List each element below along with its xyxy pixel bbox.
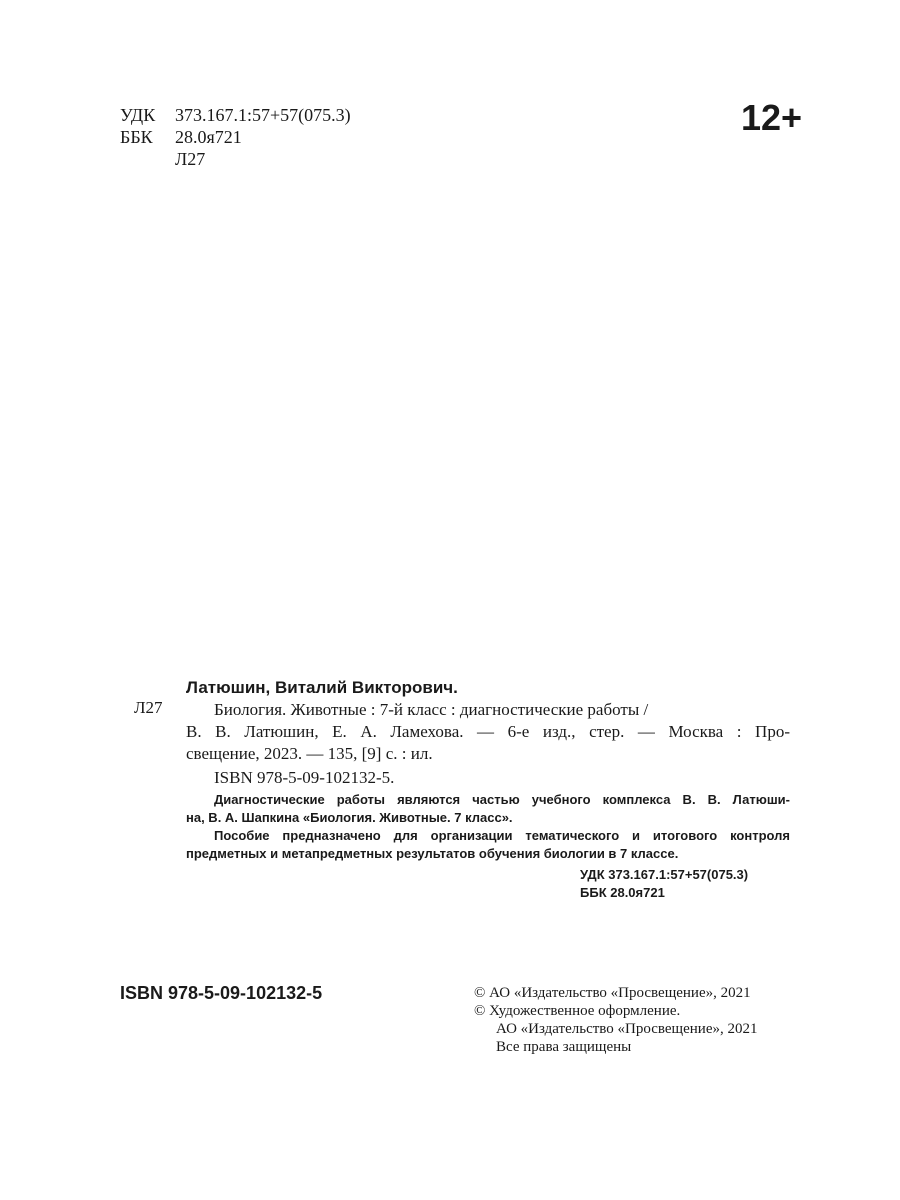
copyright-line: © АО «Издательство «Просвещение», 2021 (474, 985, 751, 1001)
card-desc-line: В. В. Латюшин, Е. А. Ламехова. — 6-е изд., стер. — Москва : Про- (186, 722, 790, 741)
card-author: Латюшин, Виталий Викторович. (186, 678, 458, 697)
footer-isbn: ISBN 978-5-09-102132-5 (120, 983, 323, 1003)
udk-value: 373.167.1:57+57(075.3) (175, 105, 351, 125)
card-bbk: ББК 28.0я721 (580, 885, 665, 900)
annotation-line: Пособие предназначено для организации тематического и итогового контроля (214, 828, 790, 843)
udk-label: УДК (120, 105, 156, 125)
udk-row (120, 104, 351, 126)
author-mark: Л27 (175, 149, 206, 169)
age-rating: 12+ (741, 97, 803, 138)
copyright-line: АО «Издательство «Просвещение», 2021 (496, 1021, 758, 1037)
annotation-line: предметных и метапредметных результатов обучения биологии в 7 классе. (186, 846, 679, 861)
copyright-line: © Художественное оформление. (474, 1003, 681, 1019)
bbk-value: 28.0я721 (175, 127, 242, 147)
copyright-line: Все права защищены (496, 1039, 632, 1055)
bbk-row (120, 126, 242, 148)
card-isbn: ISBN 978-5-09-102132-5. (214, 768, 395, 787)
card-udk: УДК 373.167.1:57+57(075.3) (580, 867, 749, 882)
annotation-line: на, В. А. Шапкина «Биология. Животные. 7 класс». (186, 810, 513, 825)
bbk-label: ББК (120, 127, 153, 147)
card-desc-line: Биология. Животные : 7-й класс : диагностические работы / (214, 700, 649, 719)
card-desc-line: свещение, 2023. — 135, [9] с. : ил. (186, 744, 433, 763)
annotation-line: Диагностические работы являются частью учебного комплекса В. В. Латюши- (214, 792, 790, 807)
card-author-mark: Л27 (134, 698, 163, 717)
